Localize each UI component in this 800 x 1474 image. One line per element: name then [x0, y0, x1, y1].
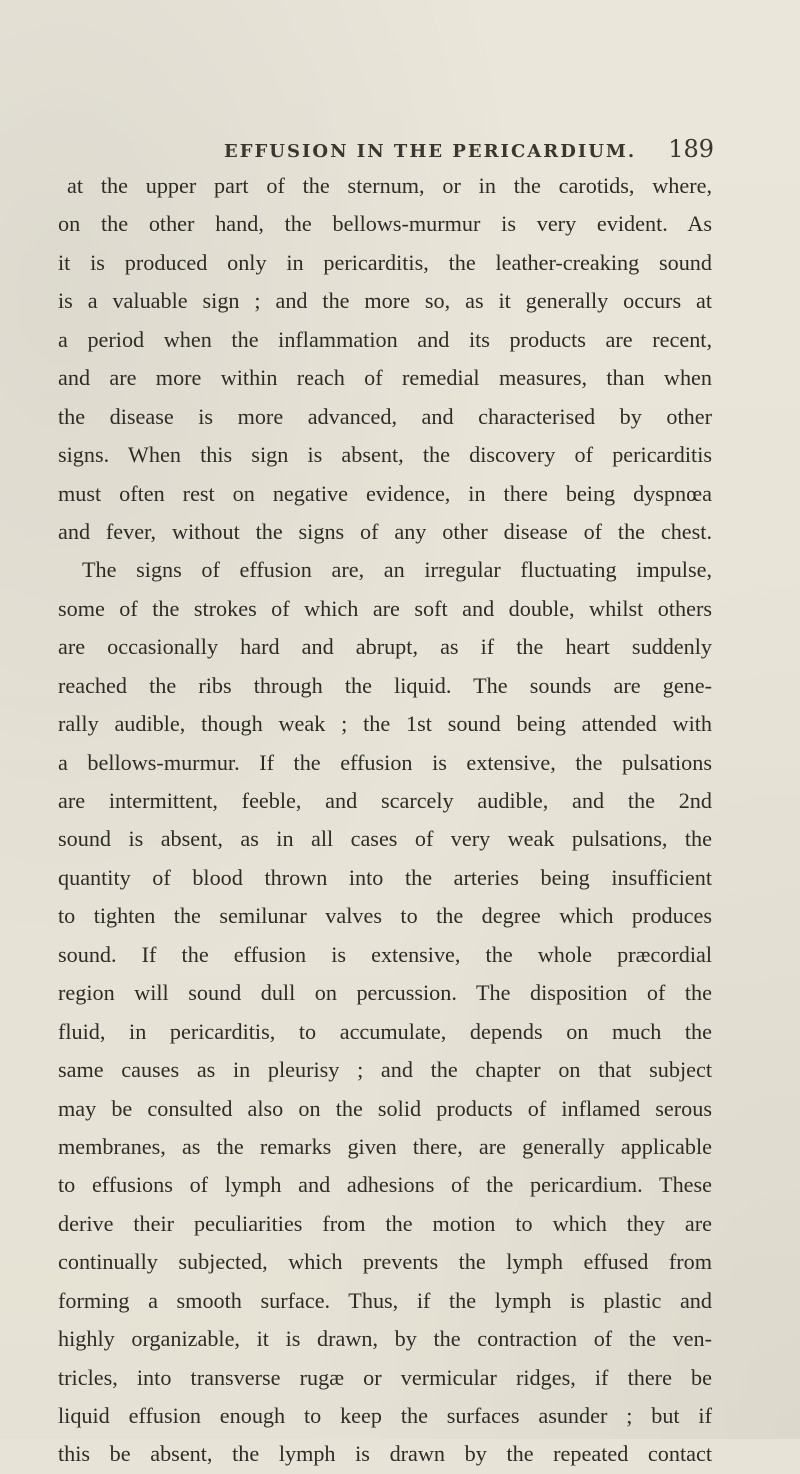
text-line: same causes as in pleurisy ; and the chapter on that subject	[58, 1057, 712, 1083]
text-line: The signs of effusion are, an irregular fluctuating impulse,	[82, 557, 712, 583]
text-line: sound is absent, as in all cases of very weak pulsations, the	[58, 826, 712, 852]
text-line: it is produced only in pericarditis, the leather-creaking sound	[58, 249, 712, 275]
text-line: reached the ribs through the liquid. The sounds are gene-	[58, 672, 712, 698]
text-line: are intermittent, feeble, and scarcely audible, and the 2nd	[58, 788, 712, 813]
text-line: this be absent, the lymph is drawn by the repeated contact	[58, 1441, 712, 1467]
text-line: derive their peculiarities from the motion to which they are	[58, 1210, 712, 1236]
text-line: to tighten the semilunar valves to the degree which produces	[58, 903, 712, 929]
running-title: EFFUSION IN THE PERICARDIUM.	[224, 141, 637, 162]
text-line: fluid, in pericarditis, to accumulate, depends on much the	[58, 1018, 712, 1044]
text-line: on the other hand, the bellows-murmur is very evident. As	[58, 211, 712, 237]
page-number: 189	[668, 135, 714, 163]
text-line: region will sound dull on percussion. The disposition of the	[58, 980, 712, 1006]
text-line: rally audible, though weak ; the 1st sound being attended with	[58, 711, 712, 737]
text-line: liquid effusion enough to keep the surfaces asunder ; but if	[58, 1403, 712, 1428]
text-line: the disease is more advanced, and characterised by other	[58, 403, 712, 429]
text-line: highly organizable, it is drawn, by the contraction of the ven-	[58, 1326, 712, 1352]
text-line: and fever, without the signs of any other disease of the chest.	[58, 518, 712, 544]
text-line: forming a smooth surface. Thus, if the lymph is plastic and	[58, 1287, 712, 1313]
text-line: and are more within reach of remedial measures, than when	[58, 365, 712, 391]
body-text	[58, 167, 712, 1474]
text-line: continually subjected, which prevents the lymph effused from	[58, 1249, 712, 1275]
text-line: is a valuable sign ; and the more so, as it generally occurs at	[58, 288, 712, 314]
running-head	[224, 135, 714, 163]
text-line: some of the strokes of which are soft and double, whilst others	[58, 595, 712, 621]
text-line: are occasionally hard and abrupt, as if the heart suddenly	[58, 634, 712, 660]
text-line: must often rest on negative evidence, in there being dyspnœa	[58, 480, 712, 506]
text-line: signs. When this sign is absent, the discovery of pericarditis	[58, 442, 712, 468]
text-line: tricles, into transverse rugæ or vermicular ridges, if there be	[58, 1364, 712, 1390]
text-line: may be consulted also on the solid products of inflamed serous	[58, 1095, 712, 1121]
text-line: quantity of blood thrown into the arteries being insufficient	[58, 864, 712, 890]
text-line: a bellows-murmur. If the effusion is extensive, the pulsations	[58, 749, 712, 775]
text-line: a period when the inflammation and its products are recent,	[58, 326, 712, 352]
text-line: to effusions of lymph and adhesions of the pericardium. These	[58, 1172, 712, 1198]
text-line: membranes, as the remarks given there, are generally applicable	[58, 1133, 712, 1159]
text-line: sound. If the effusion is extensive, the whole præcordial	[58, 941, 712, 967]
text-line: at the upper part of the sternum, or in the carotids, where,	[67, 173, 712, 198]
